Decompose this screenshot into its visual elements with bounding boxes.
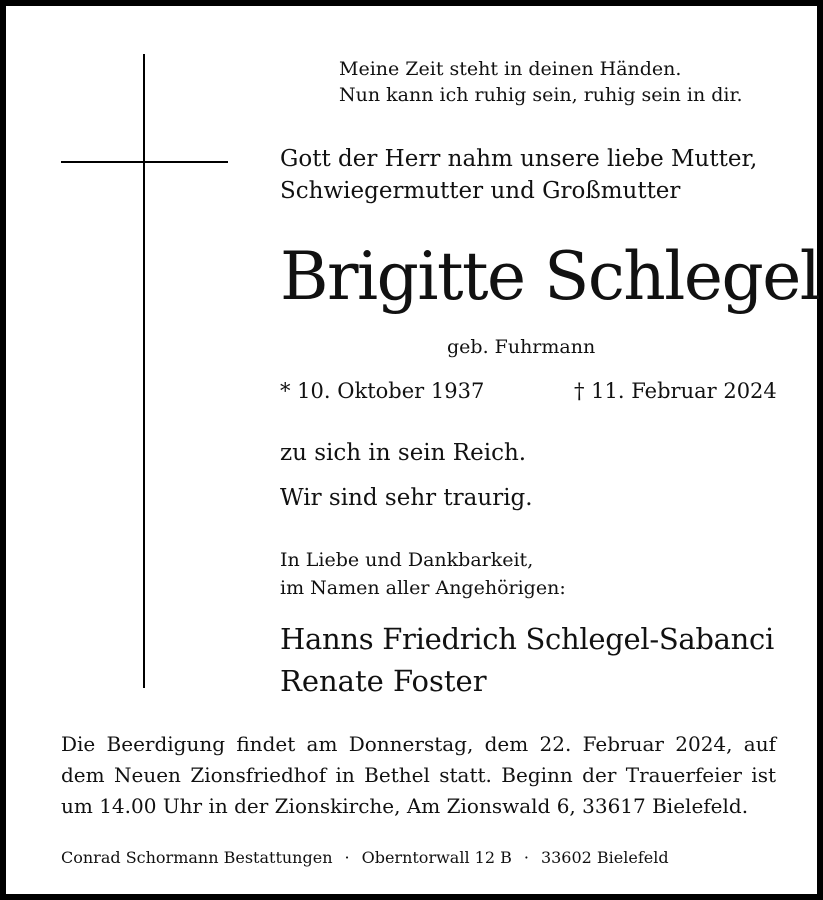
undertaker-street: Oberntorwall 12 B xyxy=(361,848,512,867)
mourner-name: Hanns Friedrich Schlegel-Sabanci xyxy=(280,622,774,656)
signoff-line-1: In Liebe und Dankbarkeit, xyxy=(280,549,534,571)
birth-date: * 10. Oktober 1937 xyxy=(280,379,485,403)
motto-line-2: Nun kann ich ruhig sein, ruhig sein in dir. xyxy=(339,84,743,106)
motto-line-1: Meine Zeit steht in deinen Händen. xyxy=(339,58,682,80)
mourners-list xyxy=(280,618,774,702)
funeral-notice-line: um 14.00 Uhr in der Zionskirche, Am Zionswald 6, 33617 Bielefeld. xyxy=(61,794,749,818)
motto-verse xyxy=(339,56,743,108)
undertaker-city: 33602 Bielefeld xyxy=(540,848,669,867)
cross-icon-vertical-bar xyxy=(143,54,145,688)
cross-icon-horizontal-bar xyxy=(61,161,228,163)
footer-separator: · xyxy=(344,848,350,867)
funeral-notice-line: dem Neuen Zionsfriedhof in Bethel statt. Beginn der Trauerfeier ist xyxy=(61,763,776,787)
undertaker-footer xyxy=(61,848,669,867)
footer-separator: · xyxy=(523,848,529,867)
birth-name: geb. Fuhrmann xyxy=(447,336,596,358)
funeral-notice xyxy=(61,729,776,822)
signoff-line-2: im Namen aller Angehörigen: xyxy=(280,577,566,599)
funeral-notice-line: Die Beerdigung findet am Donnerstag, dem 22. Februar 2024, auf xyxy=(61,732,776,756)
deceased-name: Brigitte Schlegel xyxy=(280,238,820,315)
death-date: † 11. Februar 2024 xyxy=(574,379,777,403)
intro-line-2: Schwiegermutter und Großmutter xyxy=(280,178,681,204)
closing-line-2: Wir sind sehr traurig. xyxy=(280,485,533,511)
closing-line-1: zu sich in sein Reich. xyxy=(280,440,527,466)
intro-text xyxy=(280,143,757,207)
undertaker-company: Conrad Schormann Bestattungen xyxy=(61,848,333,867)
intro-line-1: Gott der Herr nahm unsere liebe Mutter, xyxy=(280,146,758,172)
signoff-text xyxy=(280,546,566,602)
mourner-name: Renate Foster xyxy=(280,664,487,698)
